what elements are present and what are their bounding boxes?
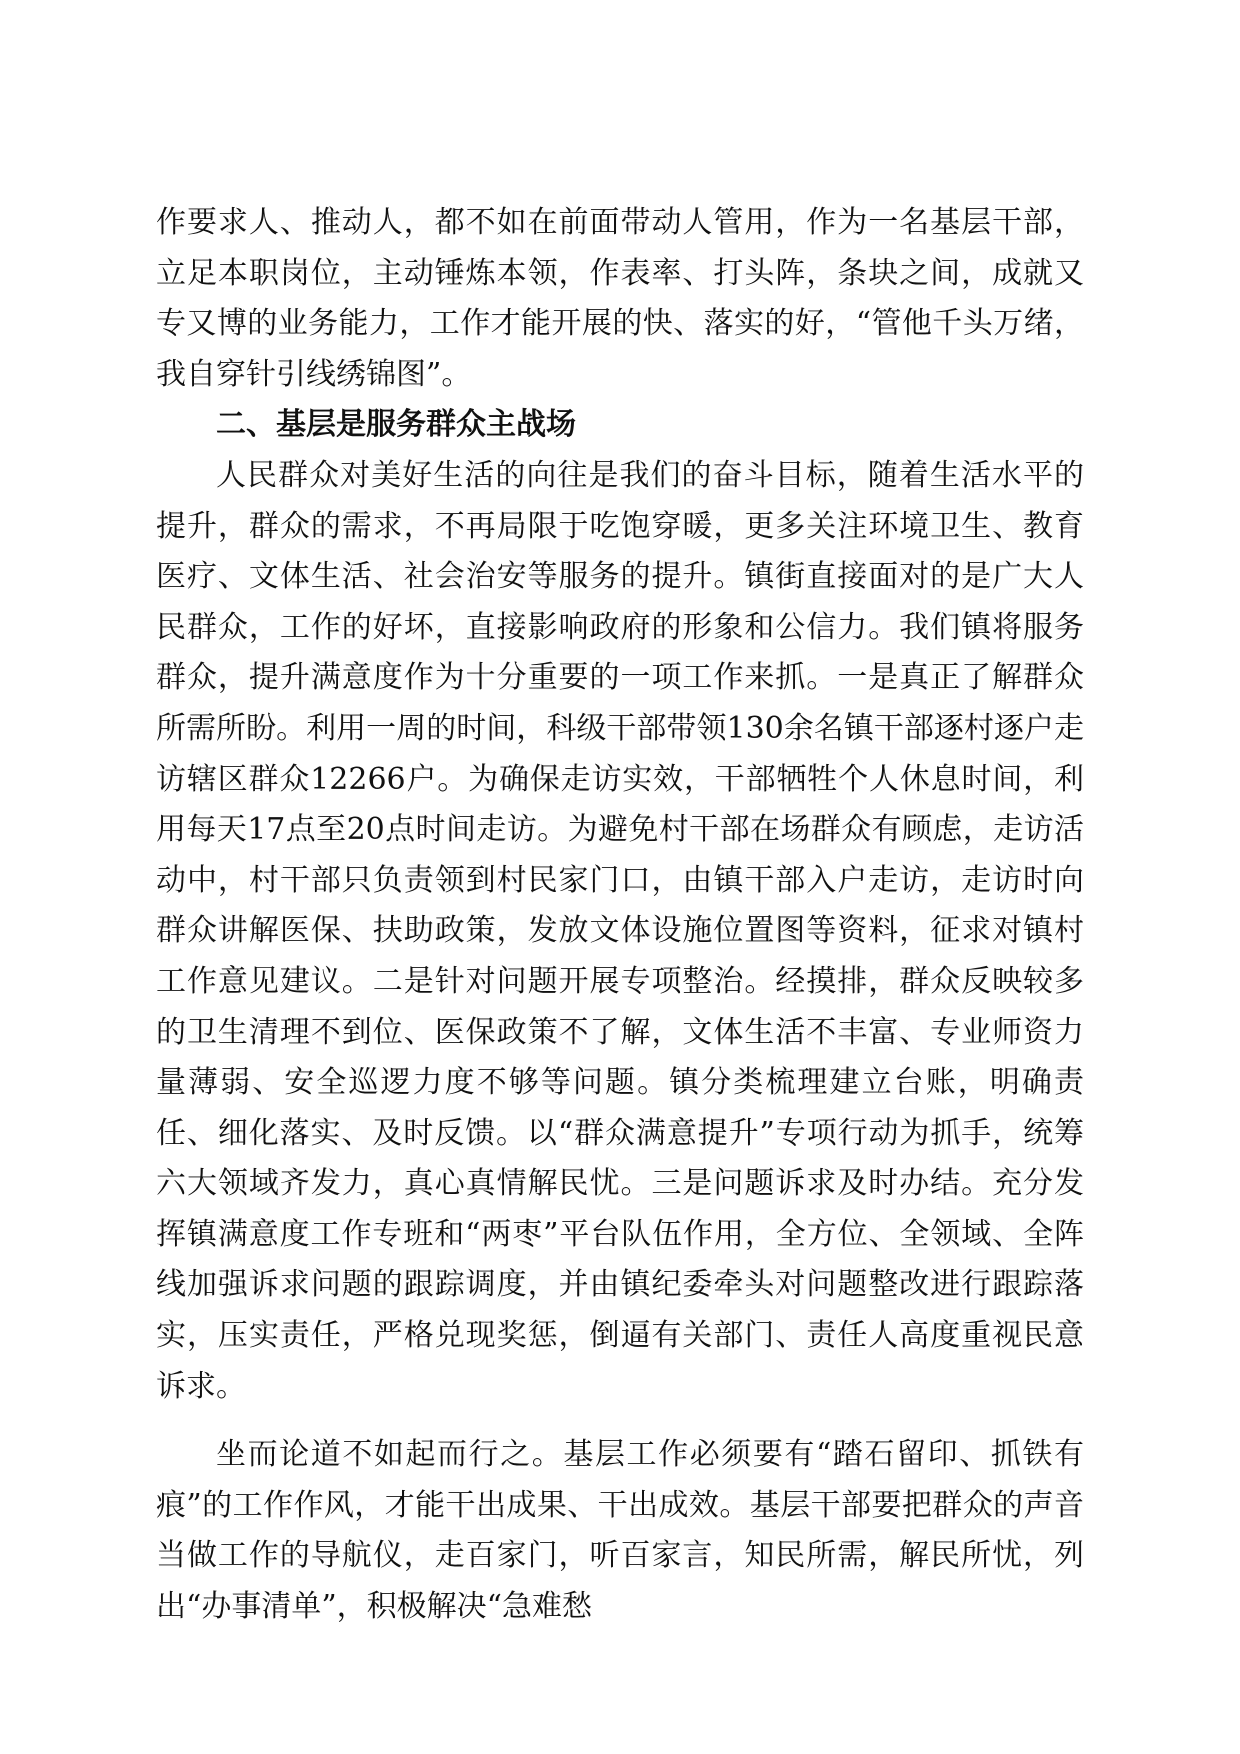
paragraph-action: 坐而论道不如起而行之。基层工作必须要有“踏石留印、抓铁有痕”的工作作风，才能干出成果、干出成效。基层干部要把群众的声音当做工作的导航仪，走百家门，听百家言，知民所需，解民所忧，列出“办事清单”，积极解决“急难愁 <box>156 1437 1084 1625</box>
section-heading: 二、基层是服务群众主战场 <box>216 407 576 443</box>
paragraph-continued: 作要求人、推动人，都不如在前面带动人管用，作为一名基层干部，立足本职岗位，主动锤炼本领，作表率、打头阵，条块之间，成就又专又博的业务能力，工作才能开展的快、落实的好，“管他千头万绪，我自穿针引线绣锦图”。 <box>156 205 1084 392</box>
document-body <box>156 198 1084 1633</box>
paragraph-service: 人民群众对美好生活的向往是我们的奋斗目标，随着生活水平的提升，群众的需求，不再局限于吃饱穿暖，更多关注环境卫生、教育医疗、文体生活、社会治安等服务的提升。镇街直接面对的是广大人民群众，工作的好坏，直接影响政府的形象和公信力。我们镇将服务群众，提升满意度作为十分重要的一项工作来抓。一是真正了解群众所需所盼。利用一周的时间，科级干部带领130余名镇干部逐村逐户走访辖区群众12266户。为确保走访实效，干部牺牲个人休息时间，利用每天17点至20点时间走访。为避免村干部在场群众有顾虑，走访活动中，村干部只负责领到村民家门口，由镇干部入户走访，走访时向群众讲解医保、扶助政策，发放文体设施位置图等资料，征求对镇村工作意见建议。二是针对问题开展专项整治。经摸排，群众反映较多的卫生清理不到位、医保政策不了解，文体生活不丰富、专业师资力量薄弱、安全巡逻力度不够等问题。镇分类梳理建立台账，明确责任、细化落实、及时反馈。以“群众满意提升”专项行动为抓手，统筹六大领域齐发力，真心真情解民忧。三是问题诉求及时办结。充分发挥镇满意度工作专班和“两枣”平台队伍作用，全方位、全领域、全阵线加强诉求问题的跟踪调度，并由镇纪委牵头对问题整改进行跟踪落实，压实责任，严格兑现奖惩，倒逼有关部门、责任人高度重视民意诉求。 <box>156 457 1084 1404</box>
